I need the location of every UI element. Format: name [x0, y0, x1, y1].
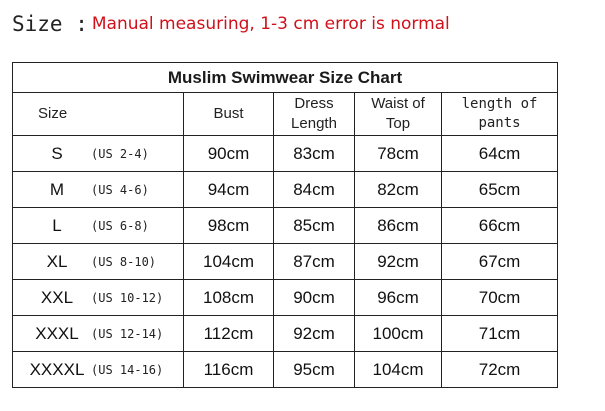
column-header-dress-length-line1: Dress [294, 95, 334, 112]
waist-of-top-cell: 78cm [355, 136, 442, 172]
length-of-pants-cell: 64cm [442, 136, 558, 172]
column-header-pants-line1: length of [461, 96, 538, 112]
bust-cell: 108cm [184, 280, 274, 316]
dress-length-cell: 87cm [274, 244, 355, 280]
size-label: XXXL [35, 323, 79, 343]
length-of-pants-cell: 65cm [442, 172, 558, 208]
length-of-pants-cell: 72cm [442, 352, 558, 388]
size-label: S [51, 143, 63, 163]
size-label: XL [46, 251, 68, 271]
us-size-label: (US 8-10) [91, 254, 157, 269]
dress-length-cell: 85cm [274, 208, 355, 244]
us-size-label: (US 2-4) [91, 146, 149, 161]
bust-cell: 94cm [184, 172, 274, 208]
dress-length-cell: 90cm [274, 280, 355, 316]
us-size-label: (US 6-8) [91, 218, 149, 233]
column-header-dress-length [274, 93, 355, 136]
table-row [13, 352, 558, 388]
table-title-row [13, 63, 558, 93]
waist-of-top-cell: 86cm [355, 208, 442, 244]
bust-cell: 104cm [184, 244, 274, 280]
table-row [13, 244, 558, 280]
size-cell [13, 316, 184, 352]
waist-of-top-cell: 96cm [355, 280, 442, 316]
us-size-label: (US 14-16) [91, 362, 164, 377]
waist-of-top-cell: 104cm [355, 352, 442, 388]
measuring-note: Manual measuring, 1-3 cm error is normal [91, 14, 450, 34]
table-row [13, 136, 558, 172]
size-label: XXL [40, 287, 74, 307]
dress-length-cell: 84cm [274, 172, 355, 208]
us-size-label: (US 12-14) [91, 326, 164, 341]
length-of-pants-cell: 67cm [442, 244, 558, 280]
size-cell [13, 172, 184, 208]
dress-length-cell: 92cm [274, 316, 355, 352]
column-header-pants-line2: pants [478, 115, 521, 131]
size-cell [13, 208, 184, 244]
bust-cell: 90cm [184, 136, 274, 172]
length-of-pants-cell: 66cm [442, 208, 558, 244]
column-header-bust: Bust [184, 93, 274, 136]
dress-length-cell: 83cm [274, 136, 355, 172]
bust-cell: 112cm [184, 316, 274, 352]
page-heading [12, 10, 450, 38]
size-cell [13, 136, 184, 172]
table-header-row [13, 93, 558, 136]
size-cell [13, 280, 184, 316]
us-size-label: (US 10-12) [91, 290, 164, 305]
column-header-dress-length-line2: Length [291, 115, 337, 132]
waist-of-top-cell: 82cm [355, 172, 442, 208]
length-of-pants-cell: 71cm [442, 316, 558, 352]
us-size-label: (US 4-6) [91, 182, 149, 197]
size-cell [13, 244, 184, 280]
column-header-waist-of-top [355, 93, 442, 136]
dress-length-cell: 95cm [274, 352, 355, 388]
column-header-length-of-pants [442, 93, 558, 136]
bust-cell: 116cm [184, 352, 274, 388]
table-row [13, 280, 558, 316]
column-header-waist-line2: Top [385, 115, 411, 132]
size-label: XXXXL [29, 359, 85, 379]
size-cell [13, 352, 184, 388]
table-row [13, 316, 558, 352]
bust-cell: 98cm [184, 208, 274, 244]
waist-of-top-cell: 100cm [355, 316, 442, 352]
size-chart-table [12, 62, 558, 388]
size-label: L [52, 215, 62, 235]
table-title: Muslim Swimwear Size Chart [13, 63, 558, 93]
size-label: M [49, 179, 65, 199]
waist-of-top-cell: 92cm [355, 244, 442, 280]
table-row [13, 172, 558, 208]
length-of-pants-cell: 70cm [442, 280, 558, 316]
column-header-waist-line1: Waist of [371, 95, 425, 112]
column-header-size: Size [13, 93, 184, 136]
table-row [13, 208, 558, 244]
size-heading-label: Size : [12, 12, 88, 36]
